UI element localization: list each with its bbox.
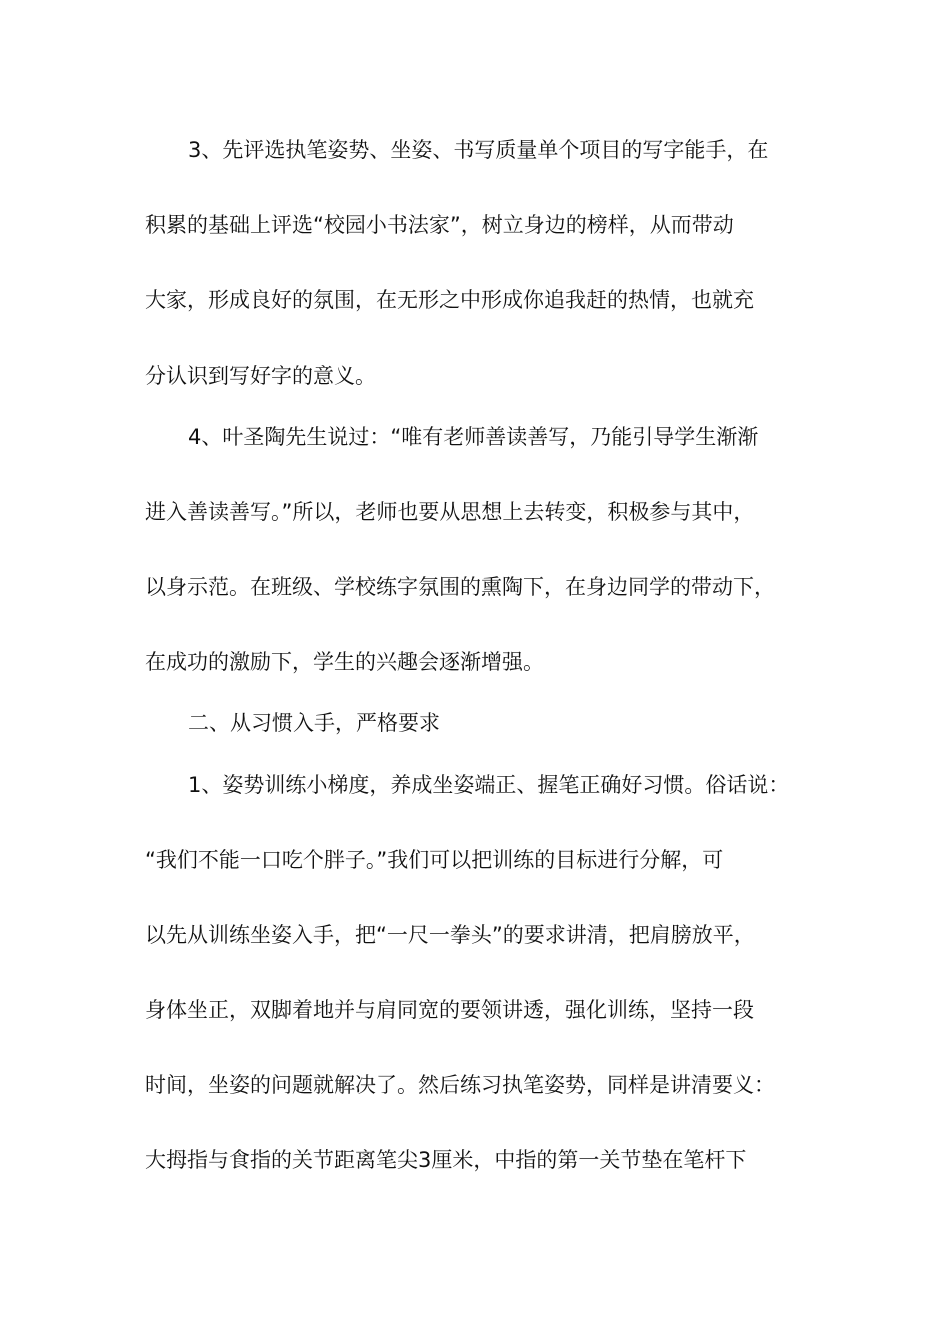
paragraph-3-line-1: 3、先评选执笔姿势、坐姿、书写质量单个项目的写字能手，在: [188, 138, 769, 162]
paragraph-3-line-2: 积累的基础上评选“校园小书法家”，树立身边的榜样，从而带动: [145, 213, 734, 237]
paragraph-1-line-1: 1、姿势训练小梯度，养成坐姿端正、握笔正确好习惯。俗话说：: [188, 773, 790, 797]
paragraph-4-line-2: 进入善读善写。”所以，老师也要从思想上去转变，积极参与其中，: [145, 500, 755, 524]
paragraph-1-line-6: 大拇指与食指的关节距离笔尖3厘米，中指的第一关节垫在笔杆下: [145, 1148, 747, 1172]
section-heading: 二、从习惯入手，严格要求: [188, 711, 440, 735]
paragraph-3-line-3: 大家，形成良好的氛围，在无形之中形成你追我赶的热情，也就充: [145, 288, 754, 312]
paragraph-1-line-4: 身体坐正，双脚着地并与肩同宽的要领讲透，强化训练，坚持一段: [145, 998, 754, 1022]
paragraph-1-line-3: 以先从训练坐姿入手，把“一尺一拳头”的要求讲清，把肩膀放平，: [145, 923, 755, 947]
paragraph-4-line-1: 4、叶圣陶先生说过：“唯有老师善读善写，乃能引导学生渐渐: [188, 425, 759, 449]
paragraph-3-line-4: 分认识到写好字的意义。: [145, 364, 376, 388]
paragraph-4-line-4: 在成功的激励下，学生的兴趣会逐渐增强。: [145, 650, 544, 674]
paragraph-4-line-3: 以身示范。在班级、学校练字氛围的熏陶下，在身边同学的带动下，: [145, 575, 775, 599]
paragraph-1-line-5: 时间，坐姿的问题就解决了。然后练习执笔姿势，同样是讲清要义：: [145, 1073, 775, 1097]
paragraph-1-line-2: “我们不能一口吃个胖子。”我们可以把训练的目标进行分解，可: [145, 848, 724, 872]
